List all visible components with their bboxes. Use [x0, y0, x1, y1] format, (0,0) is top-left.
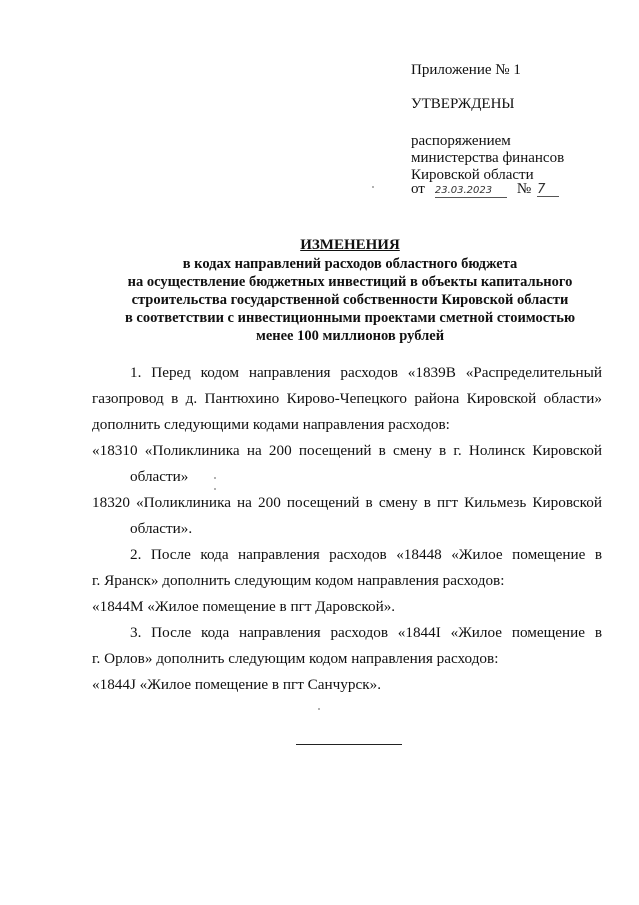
title-line: в соответствии с инвестиционными проектами сметной стоимостью — [124, 310, 576, 326]
annex-label: Приложение № 1 — [411, 62, 521, 78]
approved-label: УТВЕРЖДЕНЫ — [411, 96, 515, 112]
scan-speck — [372, 186, 374, 188]
body-line: «1844J «Жилое помещение в пгт Санчурск». — [92, 676, 382, 693]
body-line: дополнить следующими кодами направления расходов: — [92, 416, 450, 433]
body-line: г. Яранск» дополнить следующим кодом направления расходов: — [92, 572, 505, 589]
scan-speck — [214, 477, 216, 479]
authority-line: министерства финансов — [411, 150, 565, 166]
body-line: области». — [130, 520, 193, 537]
body-line: 1. Перед кодом направления расходов «1839В «Распределительный — [130, 364, 602, 381]
body-line: «1844M «Жилое помещение в пгт Даровской». — [92, 598, 396, 615]
body-line: газопровод в д. Пантюхино Кирово-Чепецкого района Кировской области» — [92, 390, 602, 407]
approval-block — [411, 62, 621, 197]
document-title — [60, 236, 639, 345]
approval-authority — [411, 133, 564, 184]
title-heading: ИЗМЕНЕНИЯ — [300, 237, 400, 253]
body-line: «18310 «Поликлиника на 200 посещений в смену в г. Нолинск Кировской — [92, 442, 602, 459]
authority-line: Кировской области — [411, 167, 534, 183]
body-line: 2. После кода направления расходов «18448 «Жилое помещение в — [130, 546, 602, 563]
approval-date-line — [411, 181, 559, 198]
body-line: г. Орлов» дополнить следующим кодом направления расходов: — [92, 650, 499, 667]
scan-speck — [318, 708, 320, 710]
title-line: на осуществление бюджетных инвестиций в объекты капитального — [127, 274, 573, 290]
number-sign: № — [516, 181, 532, 197]
body-line: 18320 «Поликлиника на 200 посещений в смену в пгт Кильмезь Кировской — [92, 494, 602, 511]
title-line: менее 100 миллионов рублей — [255, 328, 445, 344]
authority-line: распоряжением — [411, 133, 511, 149]
title-line: строительства государственной собственности Кировской области — [131, 292, 569, 308]
closing-divider — [296, 744, 402, 745]
handwritten-date: 23.03.2023 — [435, 185, 507, 198]
title-line: в кодах направлений расходов областного бюджета — [182, 256, 518, 272]
date-prefix: от — [411, 181, 425, 197]
handwritten-number: 7 — [537, 184, 559, 197]
scan-speck — [214, 488, 216, 490]
body-line: 3. После кода направления расходов «1844I «Жилое помещение в — [130, 624, 602, 641]
body-line: области» — [130, 468, 189, 485]
